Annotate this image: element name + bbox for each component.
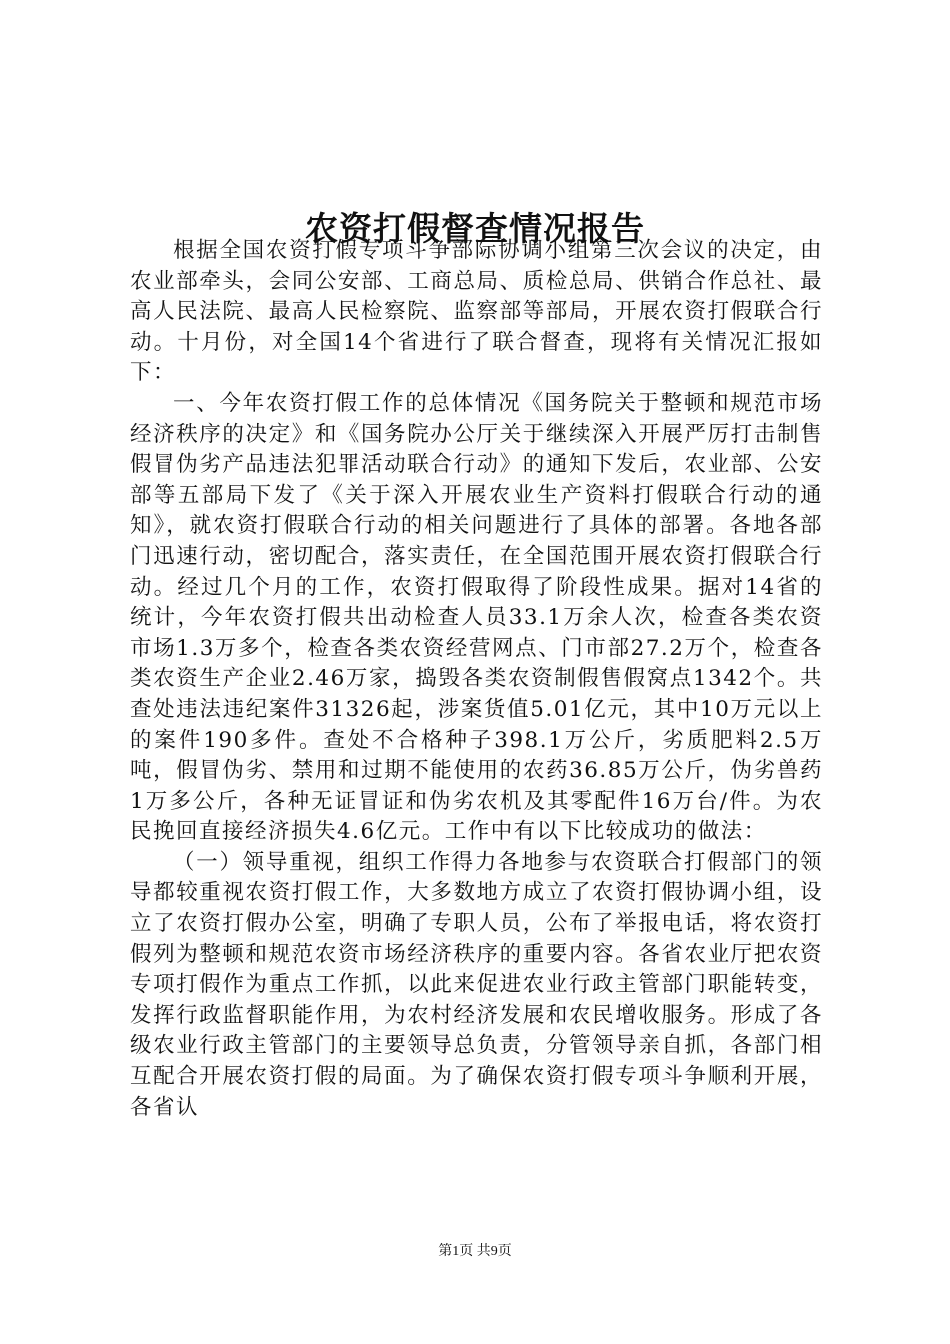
paragraph-subsection-one: （一）领导重视，组织工作得力各地参与农资联合打假部门的领导都较重视农资打假工作，大多数地方成立了农资打假协调小组，设立了农资打假办公室，明确了专职人员，公布了举报电话，将农资打假列为整顿和规范农资市场经济秩序的重要内容。各省农业厅把农资专项打假作为重点工作抓，以此来促进农业行政主管部门职能转变，发挥行政监督职能作用，为农村经济发展和农民增收服务。形成了各级农业行政主管部门的主要领导总负责，分管领导亲自抓，各部门相互配合开展农资打假的局面。为了确保农资打假专项斗争顺利开展，各省认 xyxy=(130,849,823,1120)
page-number-footer: 第1页 共9页 xyxy=(438,1244,512,1259)
document-title: 农资打假督查情况报告 xyxy=(305,209,645,249)
document-body xyxy=(130,236,823,1123)
paragraph-intro: 根据全国农资打假专项斗争部际协调小组第三次会议的决定，由农业部牵头，会同公安部、工商总局、质检总局、供销合作总社、最高人民法院、最高人民检察院、监察部等部局，开展农资打假联合行动。十月份，对全国14个省进行了联合督查，现将有关情况汇报如下： xyxy=(130,238,823,386)
paragraph-section-one: 一、今年农资打假工作的总体情况《国务院关于整顿和规范市场经济秩序的决定》和《国务院办公厅关于继续深入开展严厉打击制售假冒伪劣产品违法犯罪活动联合行动》的通知下发后，农业部、公安部等五部局下发了《关于深入开展农业生产资料打假联合行动的通知》，就农资打假联合行动的相关问题进行了具体的部署。各地各部门迅速行动，密切配合，落实责任，在全国范围开展农资打假联合行动。经过几个月的工作，农资打假取得了阶段性成果。据对14省的统计，今年农资打假共出动检查人员33.1万余人次，检查各类农资市场1.3万多个，检查各类农资经营网点、门市部27.2万个，检查各类农资生产企业2.46万家，捣毁各类农资制假售假窝点1342个。共查处违法违纪案件31326起，涉案货值5.01亿元，其中10万元以上的案件190多件。查处不合格种子398.1万公斤，劣质肥料2.5万吨，假冒伪劣、禁用和过期不能使用的农药36.85万公斤，伪劣兽药1万多公斤，各种无证冒证和伪劣农机及其零配件16万台/件。为农民挽回直接经济损失4.6亿元。工作中有以下比较成功的做法： xyxy=(130,390,823,845)
